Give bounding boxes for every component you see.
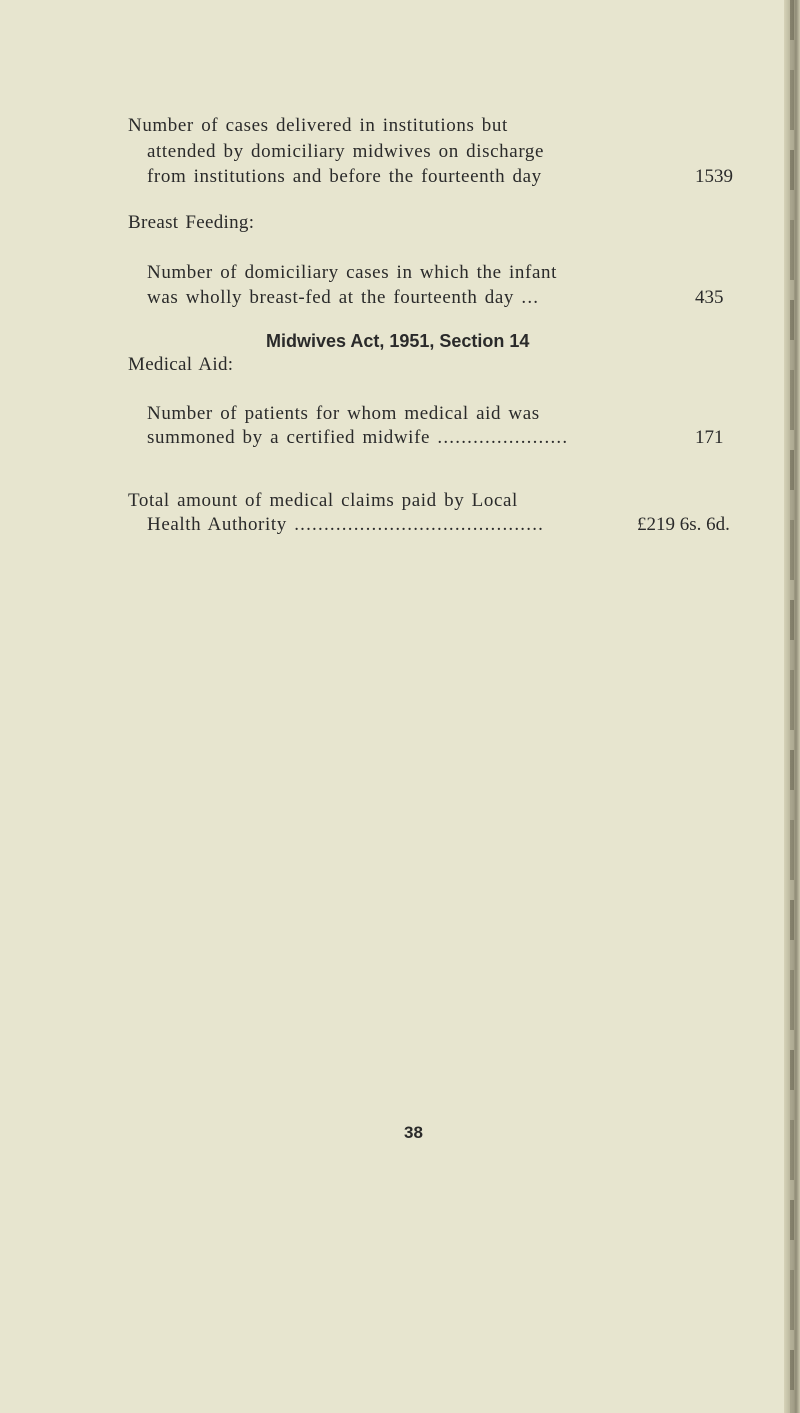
medical-aid-line-2-text: summoned by a certified midwife [147, 427, 431, 448]
breast-feeding-line-2 [147, 287, 539, 309]
medical-aid-leader-dots: ...................... [437, 427, 569, 448]
page-binding-edge [784, 0, 800, 1413]
claims-line-2 [147, 514, 544, 536]
medical-aid-heading: Medical Aid: [128, 354, 234, 375]
breast-feeding-line-2-text: was wholly breast-fed at the fourteenth day [147, 287, 515, 308]
institutions-line-3: from institutions and before the fourteenth day [147, 166, 542, 187]
institutions-value: 1539 [695, 166, 733, 187]
breast-feeding-line-1: Number of domiciliary cases in which the infant [147, 262, 557, 283]
breast-feeding-value: 435 [695, 287, 724, 308]
medical-aid-line-2 [147, 427, 568, 449]
medical-aid-line-1: Number of patients for whom medical aid was [147, 403, 540, 424]
breast-feeding-heading: Breast Feeding: [128, 212, 255, 233]
section-heading: Midwives Act, 1951, Section 14 [266, 331, 530, 351]
claims-line-2-text: Health Authority [147, 514, 287, 535]
institutions-line-2: attended by domiciliary midwives on discharge [147, 141, 545, 162]
claims-value: £219 6s. 6d. [637, 514, 730, 535]
breast-feeding-leader-dots: ... [521, 287, 540, 308]
page-number: 38 [404, 1123, 423, 1142]
medical-aid-value: 171 [695, 427, 724, 448]
claims-leader-dots: .......................................... [294, 514, 545, 535]
institutions-line-1: Number of cases delivered in institutions but [128, 115, 508, 136]
claims-line-1: Total amount of medical claims paid by Local [128, 490, 518, 511]
